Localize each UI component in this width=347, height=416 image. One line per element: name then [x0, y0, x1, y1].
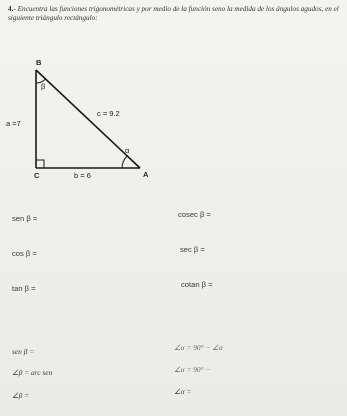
angle-alpha-label: α	[125, 146, 130, 155]
angle-alpha-complement-label: ∠α = 90° − ∠α	[174, 343, 223, 352]
cotan-beta-label: cotan β =	[181, 280, 213, 289]
tan-beta-label: tan β =	[12, 284, 36, 293]
sec-beta-label: sec β =	[180, 245, 205, 254]
side-b-label: b = 6	[74, 171, 91, 180]
vertex-b-label: B	[36, 58, 42, 67]
exercise-number: 4.-	[8, 5, 16, 13]
side-a-label: a =7	[6, 119, 21, 128]
alpha-arc	[122, 156, 127, 168]
angle-alpha-result-label: ∠α =	[174, 387, 192, 396]
sen-beta-label: sen β =	[12, 214, 38, 223]
side-c-label: c = 9.2	[97, 109, 120, 118]
exercise-text: Encuentra las funciones trigonométricas y por medio de la función seno la medida de los ángulos agudos, en el siguiente triángulo rectángulo:	[8, 5, 339, 22]
right-angle-marker	[36, 160, 44, 168]
angle-beta-arcsen-label: ∠β = arc sen	[12, 368, 53, 377]
angle-alpha-90-label: ∠α = 90° −	[174, 365, 211, 374]
angle-beta-result-label: ∠β =	[12, 391, 30, 400]
cosec-beta-label: cosec β =	[178, 210, 211, 219]
sen-beta-eq-label: sen β =	[12, 347, 35, 356]
vertex-a-label: A	[143, 170, 149, 179]
angle-beta-label: β	[41, 82, 46, 91]
cos-beta-label: cos β =	[12, 249, 37, 258]
vertex-c-label: C	[34, 171, 40, 180]
